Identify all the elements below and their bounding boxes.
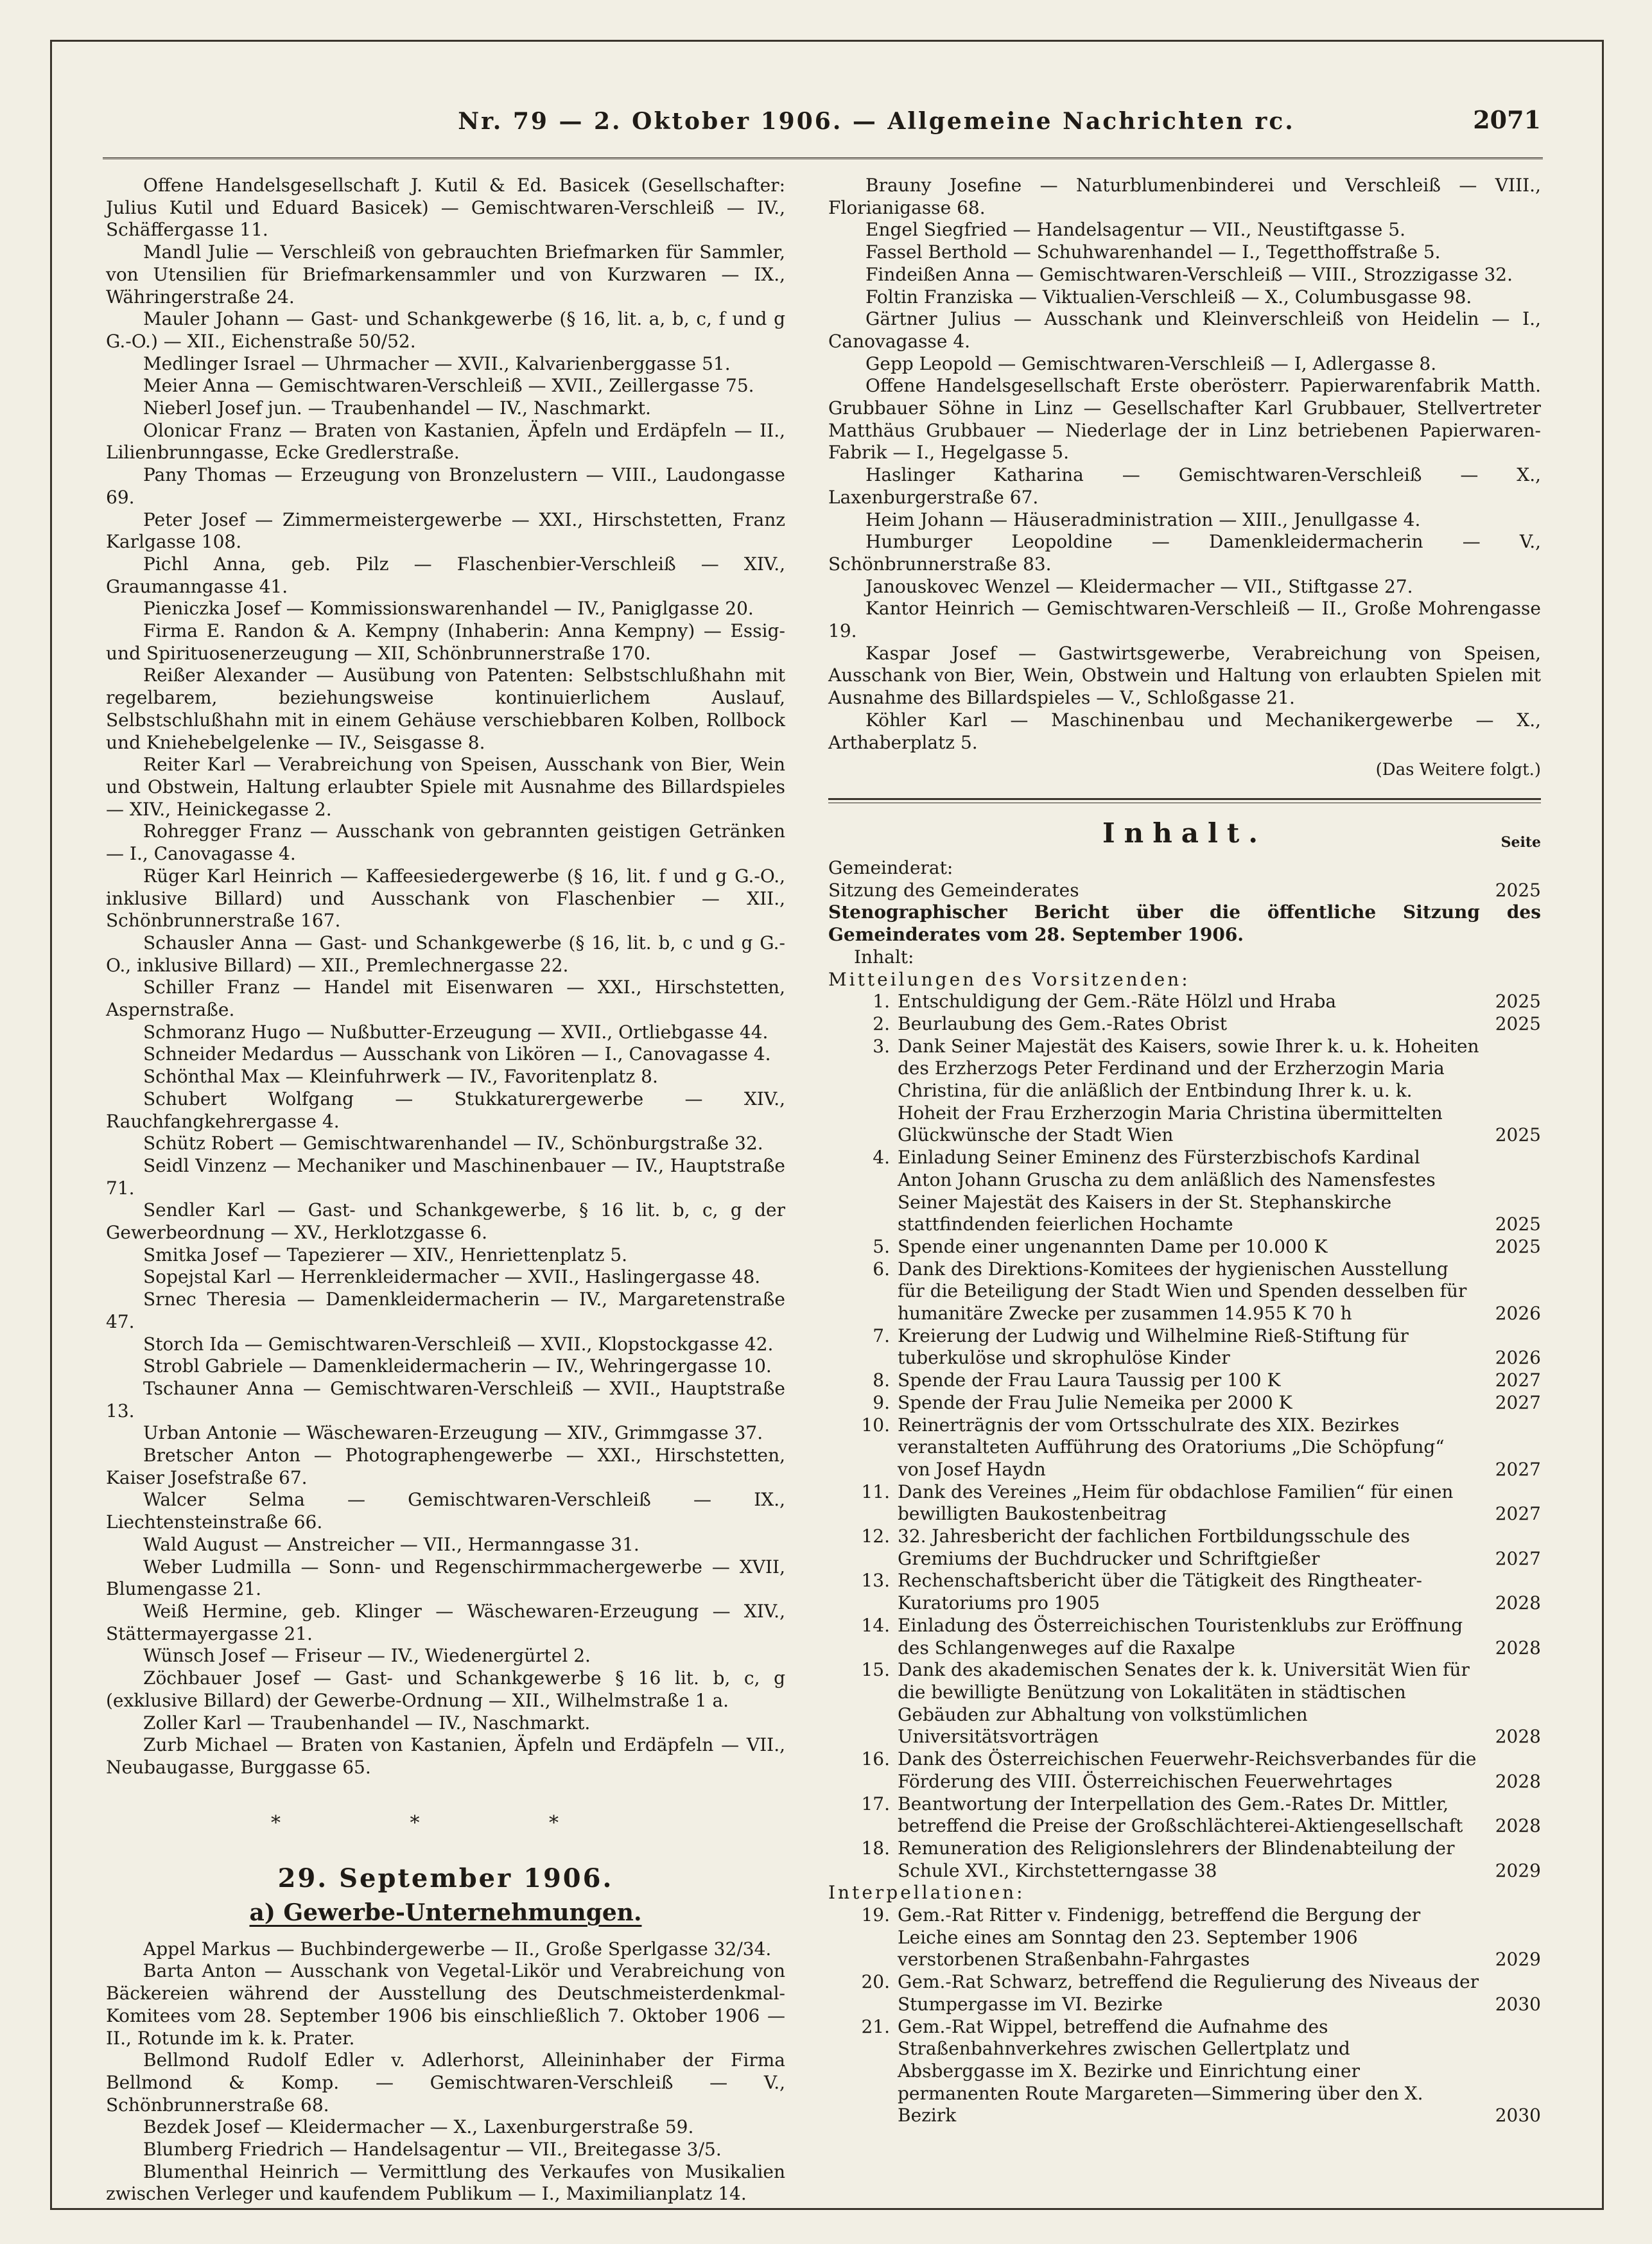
- toc-item-page: 2027: [1495, 1503, 1541, 1525]
- toc-mitteilungen-label: Mitteilungen des Vorsitzenden:: [828, 968, 1190, 990]
- register-entry: Wünsch Josef — Friseur — IV., Wiedenergürtel 2.: [143, 1645, 591, 1667]
- register-entry: Rohregger Franz — Ausschank von gebrannten geistigen Getränken — I., Canovagasse 4.: [106, 821, 785, 865]
- toc-item-text: Dank des Vereines „Heim für obdachlose Familien“ für einen bewilligten Baukostenbeitrag: [898, 1481, 1454, 1525]
- toc-item: [828, 1325, 1541, 1370]
- register-entry: Weber Ludmilla — Sonn- und Regenschirmmachergewerbe — XVII, Blumengasse 21.: [106, 1556, 785, 1600]
- register-list-continued: [828, 175, 1541, 754]
- register-entry: Engel Siegfried — Handelsagentur — VII., Neustiftgasse 5.: [865, 219, 1405, 241]
- register-entry: Heim Johann — Häuseradministration — XIII., Jenullgasse 4.: [865, 509, 1421, 530]
- toc-interpellationen-label: Interpellationen:: [828, 1882, 1025, 1904]
- toc-title-text: Inhalt.: [1102, 817, 1267, 849]
- toc-item-text: Beantwortung der Interpellation des Gem.-Rates Dr. Mittler, betreffend die Preise der Großschlächterei-Aktiengesellschaft: [898, 1793, 1463, 1837]
- toc-bericht-heading: Stenographischer Bericht über die öffentliche Sitzung des Gemeinderates vom 28. September 1906.: [828, 901, 1541, 946]
- toc-item-page: 2028: [1495, 1770, 1541, 1792]
- toc-item-text: Gem.-Rat Wippel, betreffend die Aufnahme des Straßenbahnverkehres zwischen Gellertplatz und Absberggasse im X. Bezirke und Einrichtung einer permanenten Route Margareten—Simmering über den X. Bezirk: [898, 2015, 1423, 2127]
- register-entry: Bellmond Rudolf Edler v. Adlerhorst, Alleininhaber der Firma Bellmond & Komp. — Gemischtwaren-Verschleiß — V., Schönbrunnerstraße 68.: [106, 2049, 785, 2116]
- toc-item-number: 19.: [861, 1904, 890, 1926]
- section-divider: [828, 798, 1541, 800]
- toc-item-text: Entschuldigung der Gem.-Räte Hölzl und Hraba: [898, 991, 1337, 1013]
- toc-item-number: 17.: [861, 1793, 890, 1814]
- register-entry: Schausler Anna — Gast- und Schankgewerbe (§ 16, lit. b, c und g G.-O., inklusive Billard) — XII., Premlechnergasse 22.: [106, 932, 785, 976]
- toc-title: [828, 817, 1541, 853]
- register-entry: Haslinger Katharina — Gemischtwaren-Verschleiß — X., Laxenburgerstraße 67.: [828, 464, 1541, 508]
- toc-item: [828, 1481, 1541, 1526]
- toc-item-page: 2028: [1495, 1726, 1541, 1748]
- toc-item-text: Spende der Frau Julie Nemeika per 2000 K: [898, 1391, 1292, 1413]
- toc-item-number: 16.: [861, 1748, 890, 1770]
- toc-item-page: 2027: [1495, 1370, 1541, 1391]
- register-entry: Weiß Hermine, geb. Klinger — Wäschewaren-Erzeugung — XIV., Stättermayergasse 21.: [106, 1601, 785, 1644]
- toc-item-page: 2026: [1495, 1303, 1541, 1325]
- toc-inhalt-label: Inhalt:: [854, 946, 914, 968]
- toc-item-number: 9.: [873, 1391, 890, 1413]
- toc-item-text: Kreierung der Ludwig und Wilhelmine Rieß-Stiftung für tuberkulöse und skrophulöse Kinder: [898, 1325, 1409, 1369]
- toc-item-number: 3.: [873, 1035, 890, 1057]
- register-entry: Schütz Robert — Gemischtwarenhandel — IV., Schönburgstraße 32.: [143, 1133, 763, 1154]
- register-entry: Sendler Karl — Gast- und Schankgewerbe, § 16 lit. b, c, g der Gewerbeordnung — XV., Herklotzgasse 6.: [106, 1199, 785, 1244]
- toc-item-number: 21.: [861, 2015, 890, 2037]
- toc-item-text: Einladung Seiner Eminenz des Fürsterzbischofs Kardinal Anton Johann Gruscha zu dem anläßlich des Namensfestes Seiner Majestät des Kaisers in der St. Stephanskirche stattfindenden feierlichen Hochamte: [898, 1147, 1436, 1235]
- toc-item-text: Dank Seiner Majestät des Kaisers, sowie Ihrer k. u. k. Hoheiten des Erzherzogs Peter Ferdinand und der Erzherzogin Maria Christina, für die anläßlich der Entbindung Ihrer k. u. k. Hoheit der Frau Erzherzogin Maria Christina übermittelten Glückwünsche der Stadt Wien: [898, 1035, 1479, 1146]
- register-entry: Walcer Selma — Gemischtwaren-Verschleiß — IX., Liechtensteinstraße 66.: [106, 1489, 785, 1533]
- toc-item-text: Remuneration des Religionslehrers der Blindenabteilung der Schule XVI., Kirchstetterngasse 38: [898, 1837, 1455, 1881]
- toc-item-text: Spende einer ungenannten Dame per 10.000 K: [898, 1235, 1328, 1257]
- toc-item: [828, 1748, 1541, 1793]
- toc-item-page: 2028: [1495, 1592, 1541, 1614]
- toc-item-number: 1.: [873, 991, 890, 1013]
- register-entry: Storch Ida — Gemischtwaren-Verschleiß — XVII., Klopstockgasse 42.: [143, 1333, 774, 1355]
- register-entry: Schneider Medardus — Ausschank von Likören — I., Canovagasse 4.: [143, 1043, 771, 1065]
- register-entry: Blumenthal Heinrich — Vermittlung des Verkaufes von Musikalien zwischen Verleger und kaufendem Publikum — I., Maximilianplatz 14.: [106, 2161, 785, 2205]
- toc-item: [828, 1971, 1541, 2015]
- toc-item: [828, 1838, 1541, 1882]
- toc-item-number: 5.: [873, 1235, 890, 1257]
- register-entry: Pieniczka Josef — Kommissionswarenhandel — IV., Paniglgasse 20.: [143, 598, 754, 620]
- toc-item-text: Dank des Direktions-Komitees der hygienischen Ausstellung für die Beteiligung der Stadt Wien und Spenden desselben für humanitäre Zwecke per zusammen 14.955 K 70 h: [898, 1258, 1467, 1325]
- register-entry: Mauler Johann — Gast- und Schankgewerbe (§ 16, lit. a, b, c, f und g G.-O.) — XII., Eichenstraße 50/52.: [106, 308, 785, 352]
- toc-items: [828, 991, 1541, 1882]
- toc-item-page: 2030: [1495, 2105, 1541, 2127]
- register-entry: Srnec Theresia — Damenkleidermacherin — IV., Margaretenstraße 47.: [106, 1289, 785, 1332]
- register-entry: Pichl Anna, geb. Pilz — Flaschenbier-Verschleiß — XIV., Graumanngasse 41.: [106, 553, 785, 597]
- register-entry: Offene Handelsgesellschaft Erste oberösterr. Papierwarenfabrik Matth. Grubbauer Söhne in Linz — Gesellschafter Karl Grubbauer, Stellvertreter Matthäus Grubbauer — Niederlage der in Linz betriebenen Papierwaren-Fabrik — I., Hegelgasse 5.: [828, 375, 1541, 464]
- toc-item: [828, 1147, 1541, 1236]
- toc-item-number: 20.: [861, 1971, 890, 1993]
- toc-item-number: 13.: [861, 1570, 890, 1592]
- register-entry: Tschauner Anna — Gemischtwaren-Verschleiß — XVII., Hauptstraße 13.: [106, 1377, 785, 1422]
- section-stars: * * *: [270, 1811, 621, 1834]
- section-subheading: a) Gewerbe-Unternehmungen.: [249, 1899, 642, 1927]
- register-entry: Janouskovec Wenzel — Kleidermacher — VII., Stiftgasse 27.: [865, 575, 1413, 597]
- left-column: [106, 175, 785, 2205]
- register-entry: Seidl Vinzenz — Mechaniker und Maschinenbauer — IV., Hauptstraße 71.: [106, 1154, 785, 1199]
- toc-item: [828, 1659, 1541, 1748]
- toc-item-page: 2030: [1495, 1993, 1541, 2015]
- toc-item: [828, 1570, 1541, 1614]
- toc-item-page: 2025: [1495, 1013, 1541, 1034]
- toc-item: [828, 1526, 1541, 1570]
- toc-item-page: 2028: [1495, 1637, 1541, 1658]
- toc-item-text: Dank des Österreichischen Feuerwehr-Reichsverbandes für die Förderung des VIII. Österreichischen Feuerwehrtages: [898, 1748, 1477, 1792]
- toc-item-page: 2029: [1495, 1949, 1541, 1970]
- toc-item-text: Gem.-Rat Ritter v. Findenigg, betreffend die Bergung der Leiche eines am Sonntag den 23. September 1906 verstorbenen Straßenbahn-Fahrgastes: [898, 1904, 1421, 1970]
- toc-item: [828, 1036, 1541, 1147]
- register-entry: Medlinger Israel — Uhrmacher — XVII., Kalvarienberggasse 51.: [143, 352, 731, 374]
- toc-item-text: Einladung des Österreichischen Touristenklubs zur Eröffnung des Schlangenweges auf die Raxalpe: [898, 1614, 1463, 1658]
- page-number: 2071: [1473, 105, 1541, 134]
- register-list-2: [106, 1938, 785, 2205]
- toc-item-text: Reinerträgnis der vom Ortsschulrate des XIX. Bezirkes veranstalteten Aufführung des Oratoriums „Die Schöpfung“ von Josef Haydn: [898, 1414, 1445, 1480]
- header-title: Nr. 79 — 2. Oktober 1906. — Allgemeine Nachrichten rc.: [458, 108, 1295, 135]
- toc-seite-label: Seite: [1500, 833, 1541, 851]
- register-entry: Olonicar Franz — Braten von Kastanien, Äpfeln und Erdäpfeln — II., Lilienbrunngasse, Ecke Gredlerstraße.: [106, 419, 785, 464]
- register-entry: Schiller Franz — Handel mit Eisenwaren — XXI., Hirschstetten, Aspernstraße.: [106, 977, 785, 1021]
- register-entry: Foltin Franziska — Viktualien-Verschleiß — X., Columbusgasse 98.: [865, 286, 1472, 308]
- register-entry: Firma E. Randon & A. Kempny (Inhaberin: Anna Kempny) — Essig- und Spirituosenerzeugung — XII, Schönbrunnerstraße 170.: [106, 620, 785, 664]
- register-entry: Mandl Julie — Verschleiß von gebrauchten Briefmarken für Sammler, von Utensilien für Briefmarkensammler und von Kurzwaren — IX., Währingerstraße 24.: [106, 241, 785, 308]
- register-entry: Barta Anton — Ausschank von Vegetal-Likör und Verabreichung von Bäckereien während der Ausstellung des Deutschmeisterdenkmal-Komitees vom 28. September 1906 bis einschließlich 7. Oktober 1906 — II., Rotunde im k. k. Prater.: [106, 1960, 785, 2049]
- toc-item-text: Rechenschaftsbericht über die Tätigkeit des Ringtheater-Kuratoriums pro 1905: [898, 1570, 1422, 1614]
- register-entry: Schubert Wolfgang — Stukkaturergewerbe — XIV., Rauchfangkehrergasse 4.: [106, 1088, 785, 1132]
- toc-sitzung-row: [828, 880, 1541, 902]
- toc-item: [828, 1370, 1541, 1392]
- toc-item-number: 2.: [873, 1013, 890, 1034]
- register-entry: Schmoranz Hugo — Nußbutter-Erzeugung — XVII., Ortliebgasse 44.: [143, 1021, 769, 1043]
- header-rule: [103, 157, 1543, 163]
- toc-item: [828, 1392, 1541, 1414]
- register-entry: Meier Anna — Gemischtwaren-Verschleiß — XVII., Zeillergasse 75.: [143, 375, 754, 397]
- toc-sitzung-page: 2025: [1495, 879, 1541, 901]
- toc-gemeinderat-label: Gemeinderat:: [828, 857, 953, 878]
- toc-item-page: 2025: [1495, 1235, 1541, 1257]
- toc-item-page: 2027: [1495, 1547, 1541, 1569]
- register-entry: Peter Josef — Zimmermeistergewerbe — XXI., Hirschstetten, Franz Karlgasse 108.: [106, 509, 785, 553]
- toc-item-number: 15.: [861, 1659, 890, 1681]
- register-entry: Kantor Heinrich — Gemischtwaren-Verschleiß — II., Große Mohrengasse 19.: [828, 598, 1541, 642]
- section-date-heading: 29. September 1906.: [277, 1863, 614, 1894]
- register-entry: Zurb Michael — Braten von Kastanien, Äpfeln und Erdäpfeln — VII., Neubaugasse, Burggasse 65.: [106, 1734, 785, 1778]
- toc-item-number: 4.: [873, 1147, 890, 1169]
- toc-item-page: 2025: [1495, 1213, 1541, 1235]
- register-entry: Kaspar Josef — Gastwirtsgewerbe, Verabreichung von Speisen, Ausschank von Bier, Wein, Obstwein und Haltung von erlaubten Spielen mit Ausnahme des Billardspieles — V., Schloßgasse 21.: [828, 642, 1541, 709]
- toc-item: [828, 1013, 1541, 1036]
- toc-item-page: 2027: [1495, 1391, 1541, 1413]
- register-entry: Bretscher Anton — Photographengewerbe — XXI., Hirschstetten, Kaiser Josefstraße 67.: [106, 1445, 785, 1488]
- register-entry: Fassel Berthold — Schuhwarenhandel — I., Tegetthoffstraße 5.: [865, 241, 1441, 263]
- register-list: [106, 175, 785, 1779]
- register-entry: Wald August — Anstreicher — VII., Hermanngasse 31.: [143, 1533, 639, 1555]
- toc-item-number: 11.: [861, 1481, 890, 1502]
- toc-item-text: Spende der Frau Laura Taussig per 100 K: [898, 1370, 1281, 1391]
- register-entry: Appel Markus — Buchbindergewerbe — II., Große Sperlgasse 32/34.: [143, 1938, 772, 1960]
- toc-item-number: 10.: [861, 1414, 890, 1436]
- register-entry: Zöchbauer Josef — Gast- und Schankgewerbe § 16 lit. b, c, g (exklusive Billard) der Gewerbe-Ordnung — XII., Wilhelmstraße 1 a.: [106, 1667, 785, 1711]
- toc-item-page: 2029: [1495, 1859, 1541, 1881]
- continued-note: (Das Weitere folgt.): [1375, 760, 1541, 780]
- toc-item-number: 7.: [873, 1325, 890, 1346]
- register-entry: Humburger Leopoldine — Damenkleidermacherin — V., Schönbrunnerstraße 83.: [828, 531, 1541, 575]
- register-entry: Bezdek Josef — Kleidermacher — X., Laxenburgerstraße 59.: [143, 2116, 694, 2138]
- toc-item-page: 2027: [1495, 1458, 1541, 1480]
- register-entry: Sopejstal Karl — Herrenkleidermacher — XVII., Haslingergasse 48.: [143, 1266, 761, 1288]
- register-entry: Urban Antonie — Wäschewaren-Erzeugung — XIV., Grimmgasse 37.: [143, 1422, 763, 1444]
- register-entry: Blumberg Friedrich — Handelsagentur — VII., Breitegasse 3/5.: [143, 2139, 722, 2161]
- register-entry: Strobl Gabriele — Damenkleidermacherin — IV., Wehringergasse 10.: [143, 1355, 772, 1377]
- register-entry: Brauny Josefine — Naturblumenbinderei und Verschleiß — VIII., Florianigasse 68.: [828, 175, 1541, 218]
- register-entry: Findeißen Anna — Gemischtwaren-Verschleiß — VIII., Strozzigasse 32.: [865, 263, 1513, 285]
- toc-item-number: 14.: [861, 1614, 890, 1636]
- toc-item-text: Gem.-Rat Schwarz, betreffend die Regulierung des Niveaus der Stumpergasse im VI. Bezirke: [898, 1971, 1479, 2015]
- toc-item-text: Dank des akademischen Senates der k. k. Universität Wien für die bewilligte Benützung von Lokalitäten in städtischen Gebäuden zur Abhaltung von volkstümlichen Universitätsvorträgen: [898, 1659, 1470, 1748]
- register-entry: Smitka Josef — Tapezierer — XIV., Henriettenplatz 5.: [143, 1244, 628, 1266]
- toc-item: [828, 1236, 1541, 1258]
- register-entry: Rüger Karl Heinrich — Kaffeesiedergewerbe (§ 16, lit. f und g G.-O., inklusive Billard) und Ausschank von Flaschenbier — XII., Schönbrunnerstraße 167.: [106, 865, 785, 932]
- toc-item: [828, 1615, 1541, 1659]
- toc-items-2: [828, 1904, 1541, 2127]
- register-entry: Offene Handelsgesellschaft J. Kutil & Ed. Basicek (Gesellschafter: Julius Kutil und Eduard Basicek) — Gemischtwaren-Verschleiß — IV., Schäffergasse 11.: [106, 175, 785, 241]
- page-header: [212, 103, 1541, 148]
- toc-item-number: 12.: [861, 1526, 890, 1547]
- register-entry: Zoller Karl — Traubenhandel — IV., Naschmarkt.: [143, 1712, 591, 1734]
- toc-item-page: 2025: [1495, 1124, 1541, 1146]
- toc-item: [828, 2016, 1541, 2128]
- register-entry: Schönthal Max — Kleinfuhrwerk — IV., Favoritenplatz 8.: [143, 1066, 658, 1088]
- register-entry: Köhler Karl — Maschinenbau und Mechanikergewerbe — X., Arthaberplatz 5.: [828, 709, 1541, 753]
- toc-sitzung-text: Sitzung des Gemeinderates: [828, 879, 1079, 901]
- toc-item-page: 2026: [1495, 1347, 1541, 1369]
- toc-item-text: 32. Jahresbericht der fachlichen Fortbildungsschule des Gremiums der Buchdrucker und Schriftgießer: [898, 1526, 1410, 1569]
- register-entry: Reißer Alexander — Ausübung von Patenten: Selbstschlußhahn mit regelbarem, beziehungsweise kontinuierlichem Auslauf, Selbstschlußhahn mit in einem Gehäuse verschiebbaren Kolben, Rollbock und Kniehebelgelenke — IV., Seisgasse 8.: [106, 665, 785, 753]
- register-entry: Gärtner Julius — Ausschank und Kleinverschleiß von Heidelin — I., Canovagasse 4.: [828, 308, 1541, 352]
- toc-item-page: 2025: [1495, 991, 1541, 1013]
- toc-item-page: 2028: [1495, 1815, 1541, 1837]
- toc-item: [828, 1904, 1541, 1971]
- register-entry: Reiter Karl — Verabreichung von Speisen, Ausschank von Bier, Wein und Obstwein, Haltung erlaubter Spiele mit Ausnahme des Billardspieles — XIV., Heinickegasse 2.: [106, 754, 785, 820]
- toc-item-text: Beurlaubung des Gem.-Rates Obrist: [898, 1013, 1228, 1034]
- toc-item: [828, 1793, 1541, 1838]
- toc-item: [828, 991, 1541, 1013]
- toc-item-number: 18.: [861, 1837, 890, 1859]
- toc-item: [828, 1414, 1541, 1481]
- register-entry: Gepp Leopold — Gemischtwaren-Verschleiß — I, Adlergasse 8.: [865, 352, 1437, 374]
- register-entry: Pany Thomas — Erzeugung von Bronzelustern — VIII., Laudongasse 69.: [106, 464, 785, 508]
- toc-item-number: 8.: [873, 1370, 890, 1391]
- right-column: [828, 175, 1541, 2127]
- register-entry: Nieberl Josef jun. — Traubenhandel — IV., Naschmarkt.: [143, 397, 651, 419]
- toc-item: [828, 1258, 1541, 1325]
- toc-item-number: 6.: [873, 1258, 890, 1280]
